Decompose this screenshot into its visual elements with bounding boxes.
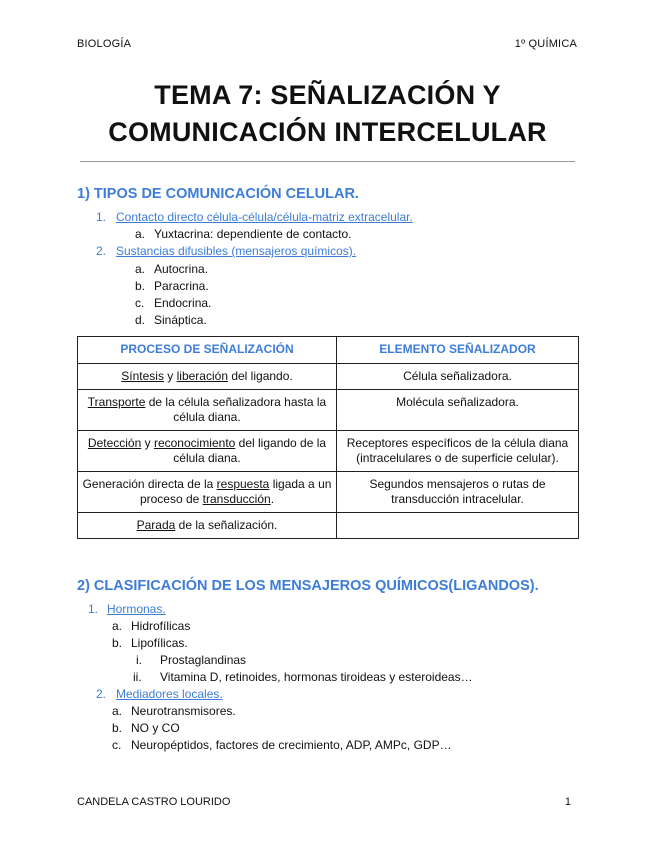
list-marker: c. bbox=[112, 738, 122, 752]
table-cell-element: Receptores específicos de la célula diana (intracelulares o de superficie celular). bbox=[337, 431, 579, 472]
list-item: Endocrina. bbox=[154, 296, 212, 310]
list-marker: a. bbox=[112, 619, 123, 633]
list-marker: 2. bbox=[96, 244, 107, 258]
table-cell-process: Detección y reconocimiento del ligando de la célula diana. bbox=[78, 431, 337, 472]
header-subject: BIOLOGÍA bbox=[77, 38, 132, 50]
page-number: 1 bbox=[564, 796, 571, 808]
list-item-link[interactable]: Mediadores locales. bbox=[116, 687, 223, 701]
list-item: Sináptica. bbox=[154, 313, 207, 327]
list-marker: c. bbox=[135, 296, 145, 310]
table-row bbox=[78, 472, 579, 513]
table-cell-process: Transporte de la célula señalizadora hasta la célula diana. bbox=[78, 390, 337, 431]
footer-author: CANDELA CASTRO LOURIDO bbox=[77, 796, 231, 808]
list-item: Neurotransmisores. bbox=[131, 704, 236, 718]
list-marker: a. bbox=[135, 262, 146, 276]
table-cell-element: Segundos mensajeros o rutas de transducción intracelular. bbox=[337, 472, 579, 513]
list-marker: 1. bbox=[88, 602, 99, 616]
table-header-element: ELEMENTO SEÑALIZADOR bbox=[337, 337, 579, 364]
table-cell-element bbox=[337, 513, 579, 539]
list-marker: i. bbox=[136, 653, 142, 667]
list-item: Autocrina. bbox=[154, 262, 209, 276]
list-marker: 2. bbox=[96, 687, 107, 701]
list-item: Hidrofílicas bbox=[131, 619, 191, 633]
section-1-heading: 1) TIPOS DE COMUNICACIÓN CELULAR. bbox=[77, 186, 359, 202]
table-cell-process: Síntesis y liberación del ligando. bbox=[78, 364, 337, 390]
table-header-row bbox=[78, 337, 579, 364]
list-item-link[interactable]: Hormonas. bbox=[107, 602, 166, 616]
table-cell-process: Generación directa de la respuesta ligada a un proceso de transducción. bbox=[78, 472, 337, 513]
table-row bbox=[78, 390, 579, 431]
list-marker: b. bbox=[135, 279, 146, 293]
signaling-table bbox=[77, 336, 579, 539]
title-line-2: COMUNICACIÓN INTERCELULAR bbox=[108, 117, 547, 147]
list-item: Paracrina. bbox=[154, 279, 209, 293]
list-marker: b. bbox=[112, 721, 123, 735]
list-marker: 1. bbox=[96, 210, 107, 224]
title-divider bbox=[80, 161, 575, 162]
list-item-link[interactable]: Sustancias difusibles (mensajeros químicos). bbox=[116, 244, 357, 258]
list-marker: d. bbox=[135, 313, 146, 327]
page-title bbox=[0, 77, 655, 151]
table-row bbox=[78, 364, 579, 390]
list-item: Neuropéptidos, factores de crecimiento, ADP, AMPc, GDP… bbox=[131, 738, 452, 752]
list-item-link[interactable]: Contacto directo célula-célula/célula-matriz extracelular. bbox=[116, 210, 413, 224]
list-item: NO y CO bbox=[131, 721, 180, 735]
list-marker: ii. bbox=[133, 670, 142, 684]
header-course: 1º QUÍMICA bbox=[514, 38, 577, 50]
list-marker: a. bbox=[135, 227, 146, 241]
list-item: Yuxtacrina: dependiente de contacto. bbox=[154, 227, 352, 241]
list-item: Vitamina D, retinoides, hormonas tiroideas y esteroideas… bbox=[160, 670, 473, 684]
list-marker: b. bbox=[112, 636, 123, 650]
table-row bbox=[78, 431, 579, 472]
table-cell-process: Parada de la señalización. bbox=[78, 513, 337, 539]
section-2-heading: 2) CLASIFICACIÓN DE LOS MENSAJEROS QUÍMICOS(LIGANDOS). bbox=[77, 578, 539, 594]
list-item: Prostaglandinas bbox=[160, 653, 247, 667]
table-cell-element: Célula señalizadora. bbox=[337, 364, 579, 390]
title-line-1: TEMA 7: SEÑALIZACIÓN Y bbox=[154, 80, 501, 110]
table-header-process: PROCESO DE SEÑALIZACIÓN bbox=[78, 337, 337, 364]
list-item: Lipofílicas. bbox=[131, 636, 188, 650]
table-row bbox=[78, 513, 579, 539]
list-marker: a. bbox=[112, 704, 123, 718]
table-cell-element: Molécula señalizadora. bbox=[337, 390, 579, 431]
